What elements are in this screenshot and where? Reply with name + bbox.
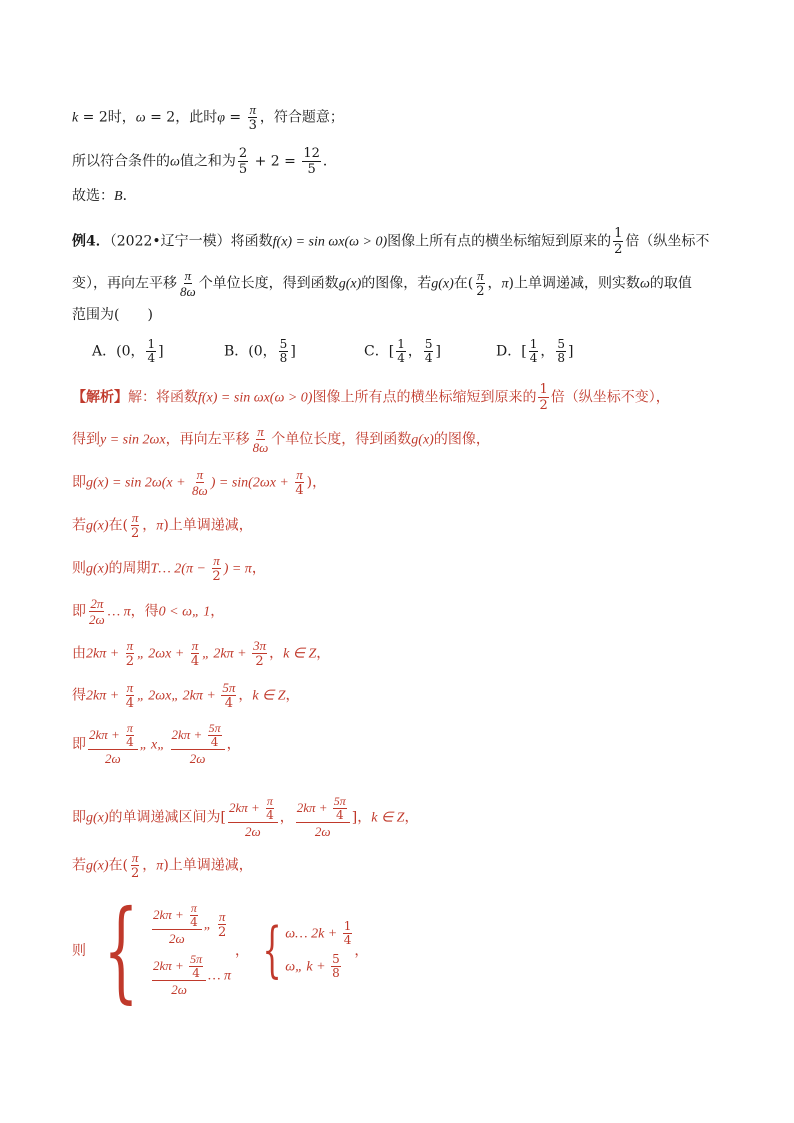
solution-line-1 [72,382,670,413]
text: 的图像，若 [361,275,432,292]
formula: g(x) = sin 2ω(x + [86,475,190,491]
fraction-pi-2 [130,850,140,881]
fraction-pi-3 [248,102,258,133]
text: 即 [72,736,86,753]
formula: 2kπ + [296,800,331,815]
text: 即 [72,603,86,620]
numerator: 5π [222,680,236,695]
numerator: 5π [208,721,221,735]
text: 若 [72,517,86,534]
text: ，符合题意； [259,109,344,126]
denominator: 2 [131,866,140,881]
numerator: π [213,553,220,568]
numerator: π [126,638,134,653]
numerator: 5π [333,794,346,808]
symbol-pi: π [156,858,164,874]
formula: g(x) [86,561,109,577]
denominator: 5 [238,162,248,177]
example-line-3 [72,305,153,325]
fraction [529,338,539,365]
denominator: 3 [248,118,257,133]
solution-line-7 [72,638,330,669]
fraction-pi-4 [294,467,304,498]
text: ， [142,857,157,874]
numerator: 1 [343,919,352,933]
text: ] [567,343,574,360]
text: ， [235,943,250,959]
formula: ) = sin(2ωx + [210,475,293,491]
solution-line-sum [72,146,337,177]
text: ． [322,153,337,170]
text: 由 [72,645,86,662]
denominator: 2ω [169,931,185,946]
option-label: C．[ [364,343,395,360]
text: ， [279,809,294,826]
compound-fraction-left [88,722,138,767]
text: 所以符合条件的 [72,153,170,170]
fraction-pi-2 [125,638,135,669]
denominator: 4 [190,915,198,929]
fraction [424,338,434,365]
solution-line-8 [72,680,300,711]
denominator: 2ω [314,824,331,839]
solution-line-9 [72,722,241,767]
text: ， [269,645,284,662]
numerator: π [266,794,273,808]
numerator [171,722,225,750]
numerator: π [191,638,199,653]
text: 个单位长度，得到函数 [198,275,339,292]
solution-line-k2 [72,102,344,133]
text: ， [357,809,372,826]
var-k: k [72,110,79,126]
text: 在( [108,857,129,874]
text: 个单位长度，得到函数 [271,431,412,448]
denominator: 2 [131,526,140,541]
fraction-1-2 [613,226,623,257]
fraction [556,338,566,365]
text: 则 [72,560,86,577]
text: ] [351,809,358,826]
denominator: 8 [557,351,565,365]
denominator: 8ω [180,284,196,299]
text: 若 [72,857,86,874]
formula: „ 2ωx„ 2kπ + [136,688,220,704]
numerator: π [477,268,484,283]
fraction-pi-8omega [191,467,209,498]
fraction-3pi-2 [252,638,267,669]
fraction-5pi-4 [333,795,347,822]
text: 的周期 [108,560,151,577]
text: ， [540,343,555,360]
numerator: π [126,721,133,735]
denominator: 2ω [105,751,121,766]
fraction-pi-4 [125,722,135,749]
formula: ω„ k + [285,959,330,975]
fraction-5pi-4 [189,953,203,980]
fraction-1-4 [343,920,353,947]
text: 解：将函数 [128,389,198,406]
text: 即 [72,474,86,491]
text: 得 [72,687,86,704]
denominator: 4 [266,808,274,822]
inequality-system-1 [150,902,231,998]
text: 则 [72,943,86,959]
formula: g(x) [86,810,109,826]
formula: 2kπ + [89,727,124,742]
formula: k ∈ Z [283,646,317,662]
text: = 2时， [78,109,136,126]
fraction-2-5 [238,146,248,177]
numerator: π [196,467,204,482]
numerator: π [257,424,264,439]
denominator: 4 [343,933,352,947]
text: ， [407,343,422,360]
formula: k ∈ Z [371,810,405,826]
fraction-pi-4 [125,680,135,711]
numerator [152,902,202,930]
formula: ω… 2k + [285,926,341,942]
numerator: π [218,909,226,924]
analysis-tag: 【解析】 [72,389,128,406]
example-label: 例4． [72,233,110,250]
numerator: 1 [539,382,548,397]
numerator: π [296,467,303,482]
compound-fraction-right [296,795,350,840]
solution-line-10 [72,795,418,840]
text: 在( [453,275,474,292]
text: 变），再向左平移 [72,275,177,292]
formula: 0 < ω„ 1 [158,604,211,620]
solution-line-3 [72,467,326,498]
denominator: 2 [255,654,264,669]
compound-fraction-left [228,795,278,840]
fraction-5pi-4 [208,722,222,749]
compound-fraction [152,902,202,947]
example-line-1 [72,226,709,257]
formula: ) = π [223,561,252,577]
text: ] [435,343,441,360]
text: 的单调递减区间为[ [108,809,227,826]
text: 倍（纵坐标不 [625,233,710,250]
formula: … π [107,604,131,620]
inequality-system-2 [285,920,354,980]
text: （2022•辽宁一模）将函数 [109,233,273,250]
left-brace: { [103,886,139,1014]
text: 值之和为 [179,153,236,170]
fraction-2pi-2omega [88,596,106,627]
denominator: 4 [192,966,200,980]
numerator: π [131,850,139,865]
numerator: π [131,510,139,525]
example-line-2 [72,268,692,299]
omega-row-1 [285,920,354,947]
denominator: 5 [307,162,316,177]
text: ， [354,943,369,959]
formula: g(x) [86,858,109,874]
var-phi: φ [217,110,225,126]
numerator: π [249,102,256,117]
option-label: D．[ [496,343,527,360]
text: ， [210,603,225,620]
numerator: 5 [279,337,288,351]
inequality-row-1 [150,902,231,947]
solution-line-2 [72,424,490,455]
fraction-pi-2 [130,510,140,541]
text: 得到 [72,431,100,448]
text: )上单调递减， [163,857,253,874]
numerator: 12 [303,146,320,161]
formula: T… 2(π − [150,561,210,577]
denominator: 8ω [192,483,208,498]
fraction-5pi-4 [221,680,236,711]
denominator: 4 [126,735,134,749]
text: ， [251,560,266,577]
text: 图像上所有点的横坐标缩短到原来的 [312,389,537,406]
denominator: 2 [212,569,221,584]
text: ，得 [130,603,159,620]
formula: … π [208,968,232,984]
omega-row-2 [285,953,354,980]
numerator: 1 [147,337,156,351]
solution-line-5 [72,553,266,584]
text: ， [238,687,253,704]
fraction-pi-2 [211,553,221,584]
numerator: 2 [238,146,248,161]
formula: g(x) [86,518,109,534]
text: 在( [108,517,129,534]
text: 范围为( ) [72,307,153,323]
formula: g(x) [431,276,454,292]
formula: f(x) = sin ωx(ω > 0) [198,390,313,406]
fraction-12-5 [302,146,321,177]
var-omega: ω [170,154,180,170]
formula: 2kπ + [153,907,188,922]
fraction-1-2 [538,382,548,413]
symbol-pi: π [156,518,164,534]
fraction-pi-2 [475,268,485,299]
denominator: 4 [529,351,538,365]
numerator: 1 [614,226,623,241]
text: ， [404,809,419,826]
fraction-pi-4 [189,902,199,929]
denominator: 4 [295,483,304,498]
denominator: 8 [279,351,288,365]
numerator [228,795,278,823]
solution-line-6 [72,596,224,627]
symbol-pi: π [501,276,509,292]
numerator [296,795,350,823]
compound-fraction-right [171,722,225,767]
text: + 2 = [250,153,301,170]
denominator: 2 [125,654,134,669]
formula: 2kπ + [86,646,123,662]
option-label: B．(0， [224,343,277,360]
fraction [396,338,406,365]
option-label: A．(0， [92,343,145,360]
text: ， [487,275,502,292]
text: )上单调递减， [163,517,253,534]
text: ] [290,343,296,360]
numerator: 5 [332,952,340,966]
text: ， [285,687,300,704]
numerator: 1 [529,337,538,351]
fraction-pi-4 [265,795,275,822]
numerator: 5 [557,337,565,351]
formula: „ 2ωx + [136,646,188,662]
formula: 2kπ + [153,958,188,973]
denominator: 2 [218,925,227,940]
denominator: 2ω [89,612,105,627]
formula: y = sin 2ωx [100,432,166,448]
text: )上单调递减，则实数 [508,275,641,292]
fraction-pi-8omega [179,268,197,299]
solution-line-11 [72,850,253,881]
text: ] [158,343,164,360]
denominator: 2ω [171,982,187,997]
text: )， [306,474,327,491]
fraction-pi-2 [217,909,227,940]
solution-line-12 [72,886,369,1014]
solution-line-4 [72,510,253,541]
var-omega: ω [135,110,146,126]
denominator: 4 [424,351,433,365]
var-omega: ω [640,276,650,292]
numerator: 2π [90,596,104,611]
denominator: 2 [476,284,485,299]
text: 即 [72,809,86,826]
denominator: 2ω [245,824,261,839]
formula: f(x) = sin ωx(ω > 0) [272,234,388,250]
numerator: 5π [190,952,203,966]
fraction-5-8 [331,953,341,980]
option-c[interactable] [364,338,441,365]
text: ． [122,188,137,204]
denominator: 4 [125,696,134,711]
text: ， [142,517,157,534]
option-a[interactable] [92,338,164,365]
denominator: 4 [190,654,200,669]
text: ， [316,645,331,662]
fraction-pi-8omega [252,424,270,455]
formula: 2kπ + [86,688,123,704]
numerator [152,953,206,981]
answer-line [72,186,137,207]
numerator: 5 [424,337,433,351]
numerator: 3π [253,638,267,653]
text: 图像上所有点的横坐标缩短到原来的 [387,233,612,250]
denominator: 2ω [189,751,206,766]
text: 故选： [72,188,114,204]
text: 的图像， [433,431,490,448]
denominator: 4 [335,808,344,822]
text: = [224,109,246,126]
numerator: π [190,901,197,915]
left-brace: { [262,915,282,985]
formula: „ 2kπ + [202,646,251,662]
denominator: 4 [224,696,233,711]
numerator: 1 [397,337,405,351]
text: = 2，此时 [145,109,218,126]
numerator: π [184,268,192,283]
fraction [146,338,156,365]
formula: 2kπ + [171,727,206,742]
option-b[interactable] [224,338,296,365]
text: 的取值 [649,275,692,292]
numerator [88,722,138,750]
compound-fraction [152,953,206,998]
denominator: 8ω [252,440,269,455]
denominator: 4 [147,351,156,365]
answer-letter: B [114,189,123,204]
formula: „ x„ [139,737,169,753]
text: ， [226,736,241,753]
formula: g(x) [338,276,362,292]
fraction [279,338,289,365]
denominator: 8 [332,966,340,980]
denominator: 4 [210,735,219,749]
text: 倍（纵坐标不变）， [550,389,670,406]
option-d[interactable] [496,338,573,365]
denominator: 4 [397,351,405,365]
inequality-row-2 [150,953,231,998]
formula: g(x) [411,432,434,448]
fraction-pi-4 [190,638,200,669]
text: ，再向左平移 [165,431,250,448]
formula: k ∈ Z [252,688,286,704]
denominator: 2 [539,398,548,413]
numerator: π [126,680,134,695]
denominator: 2 [614,242,623,257]
formula: „ [203,917,215,933]
formula: 2kπ + [229,800,264,815]
